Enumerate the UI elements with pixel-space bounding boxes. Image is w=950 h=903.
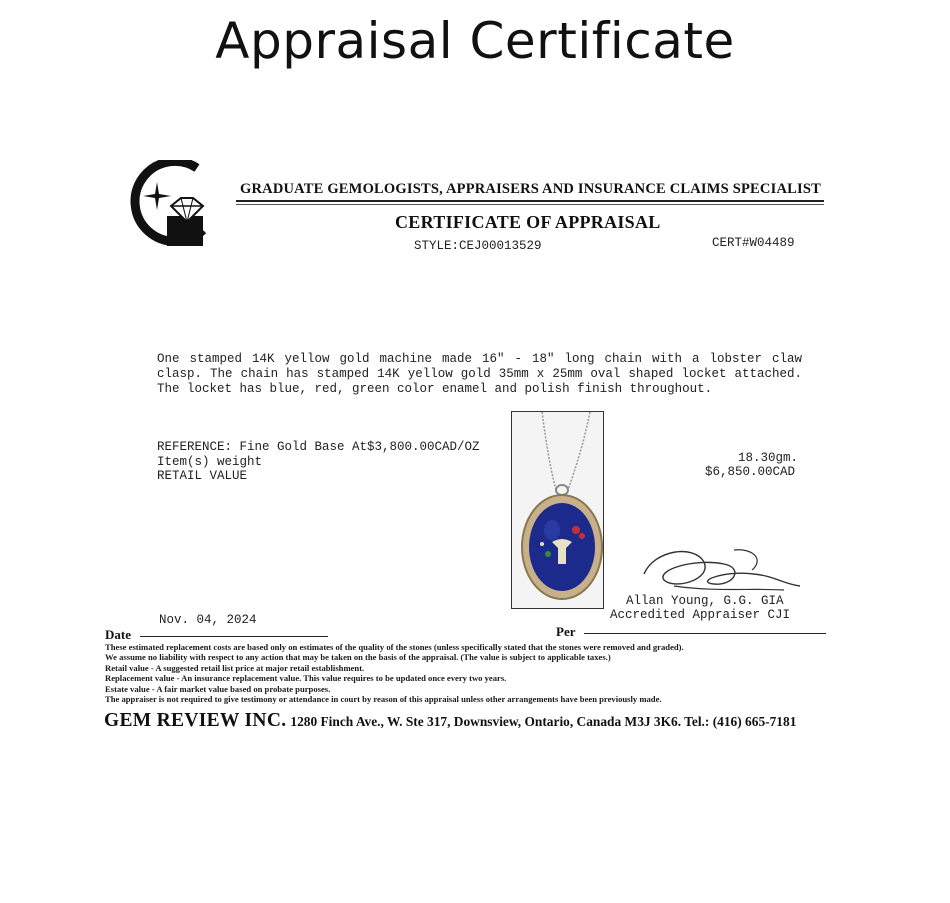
item-photo (511, 411, 604, 609)
signer-title: Accredited Appraiser CJI (610, 608, 791, 622)
retail-value: $6,850.00CAD (705, 465, 796, 479)
certificate-number: CERT#W04489 (712, 236, 795, 250)
company-name: GEM REVIEW INC. (104, 710, 287, 731)
header-rule (236, 200, 824, 202)
firm-name: GRADUATE GEMOLOGISTS, APPRAISERS AND INSURANCE CLAIMS SPECIALIST (240, 181, 821, 197)
locket-photo-icon (512, 412, 603, 608)
style-number: STYLE:CEJ00013529 (414, 239, 542, 253)
certificate-title: CERTIFICATE OF APPRAISAL (395, 212, 661, 232)
item-description: One stamped 14K yellow gold machine made 16" - 18" long chain with a lobster claw clasp. The chain has stamped 14K yellow gold 35mm x 25mm oval shaped locket attached. The locket has blue, red, green color enamel and polish finish throughout. (157, 352, 802, 396)
date-label: Date (105, 627, 131, 642)
weight-value: 18.30gm. (738, 451, 799, 465)
company-address: 1280 Finch Ave., W. Ste 317, Downsview, Ontario, Canada M3J 3K6. Tel.: (416) 665-7181 (290, 714, 797, 729)
disclaimer (105, 642, 825, 704)
gem-logo-icon (127, 160, 211, 250)
per-line (584, 633, 826, 634)
date-line (140, 636, 328, 637)
page-title: Appraisal Certificate (215, 12, 735, 70)
disclaimer-line: We assume no liability with respect to any action that may be taken on the basis of the appraisal. (The value is subject to applicable taxes.) (105, 652, 611, 663)
per-label: Per (556, 624, 576, 639)
disclaimer-line: Retail value - A suggested retail list price at major retail establishment. (105, 662, 365, 673)
disclaimer-line: The appraiser is not required to give testimony or attendance in court by reason of this appraisal unless other arrangements have been previously made. (105, 694, 662, 705)
weight-label: Item(s) weight (157, 455, 263, 469)
reference-line: REFERENCE: Fine Gold Base At$3,800.00CAD/OZ (157, 440, 480, 454)
date-value: Nov. 04, 2024 (159, 613, 257, 627)
header-rule-thin (236, 204, 824, 205)
disclaimer-line: Replacement value - An insurance replacement value. This value requires to be updated once every two years. (105, 673, 507, 684)
disclaimer-line: Estate value - A fair market value based on probate purposes. (105, 683, 331, 694)
footer (104, 710, 796, 732)
signer-name: Allan Young, G.G. GIA (626, 594, 784, 608)
retail-value-label: RETAIL VALUE (157, 469, 248, 483)
disclaimer-line: These estimated replacement costs are based only on estimates of the quality of the stones (unless specifically stated that the stones were removed and graded). (105, 642, 684, 652)
